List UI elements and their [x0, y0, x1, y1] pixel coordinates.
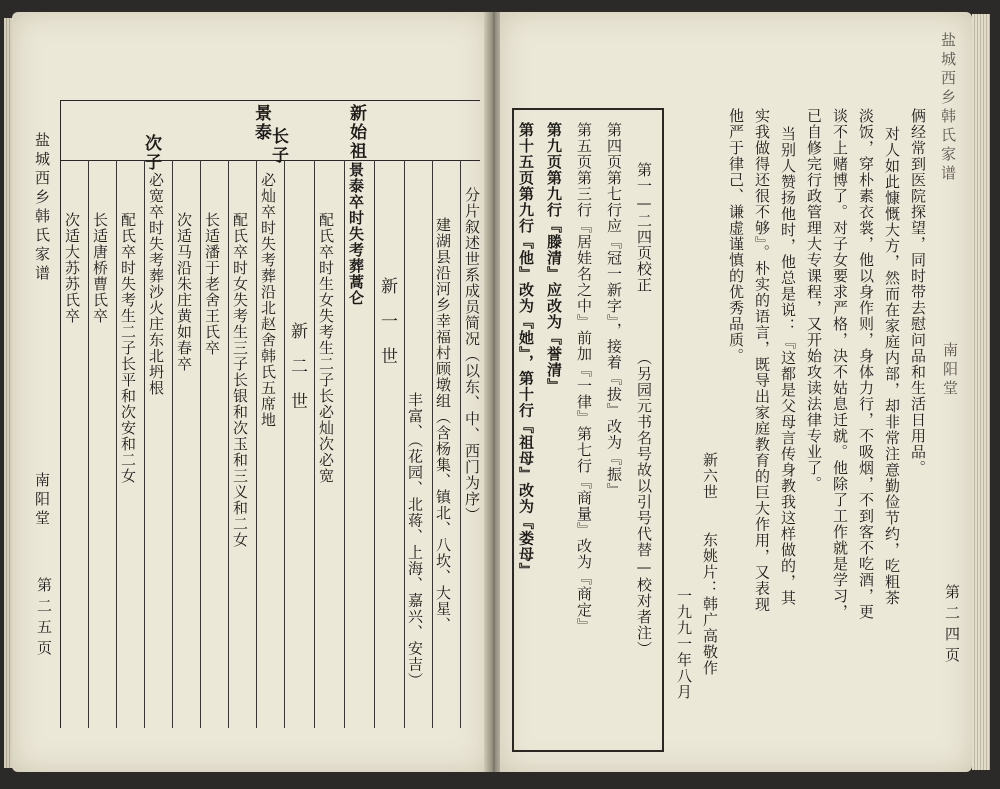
gen1-heading-char: 新 — [346, 104, 366, 123]
para-line: 淡饭，穿朴素衣裳，他以身作则，身体力行，不吸烟，不到客不吃酒，更 — [857, 108, 875, 620]
branch-line-2: 丰富、（花园、北蒋、上海、嘉兴、安吉） — [406, 392, 424, 689]
col-rule — [314, 160, 315, 728]
right-page — [500, 12, 972, 772]
col-rule — [228, 160, 229, 728]
col-rule — [116, 160, 117, 728]
col-rule — [374, 160, 375, 728]
gen1-label: 新一世 — [377, 277, 397, 382]
right-margin-title: 盐城西乡韩氏家谱 — [939, 32, 957, 184]
errata-line: 第十五页第九行『他』改为『她』，第十行『祖母』改为『娄母』 — [517, 122, 535, 579]
gen2-person-b: 必宽卒时失考葬沙火庄东北坍根 — [147, 172, 165, 396]
gen2-label: 新二世 — [287, 322, 307, 427]
left-page — [12, 12, 488, 772]
gen2-daughter-b: 次适马沿朱庄黄如春卒 — [175, 212, 193, 372]
gen2-heading-a — [252, 104, 269, 142]
right-page-edges — [972, 14, 990, 770]
left-margin-title: 盐城西乡韩氏家谱 — [33, 132, 51, 284]
right-page-number: 第二四页 — [943, 584, 961, 668]
para-line: 俩经常到医院探望，同时带去慰问品和生活日用品。 — [909, 108, 927, 476]
col-rule — [460, 160, 461, 728]
col-rule — [200, 160, 201, 728]
gen2-heading-a-char: 长 — [268, 127, 288, 146]
col-rule — [344, 160, 345, 728]
errata-title: 第一—二四页校正 — [635, 162, 653, 293]
gen2-heading-b — [142, 134, 159, 172]
gen2-daughter-c: 长适唐桥曹氏卒 — [91, 212, 109, 324]
gen1-heading-char: 始 — [346, 123, 366, 142]
col-rule — [432, 160, 433, 728]
gen1-spouse: 配氏卒时生女失考生二子长必灿次必宽 — [317, 212, 335, 484]
gen2-heading-a-sub — [269, 127, 286, 165]
gen2-heading-a-char: 泰 — [251, 123, 271, 142]
gen1-heading-char: 祖 — [346, 142, 366, 161]
signature-date: 一九九一年八月 — [675, 588, 693, 700]
col-rule — [88, 160, 89, 728]
errata-line: 第四页第七行应『冠一新字』，接着『拔』改为『振』 — [605, 122, 623, 499]
gen1-heading — [347, 104, 364, 161]
branch-line-1: 建湖县沿河乡幸福村顾墩组（含杨集、镇北、八坎、大星、 — [434, 217, 452, 633]
col-rule — [284, 160, 285, 728]
gen2-spouse-a: 配氏卒时女失考生三子长银和次玉和三义和二女 — [231, 212, 249, 548]
header-text: 分片叙述世系成员简况（以东、中、西门为序） — [463, 187, 481, 523]
left-page-number: 第二五页 — [35, 577, 53, 661]
col-rule — [256, 160, 257, 728]
para-line: 他严于律己、谦虚谨慎的优秀品质。 — [727, 108, 745, 364]
errata-line: 第九页第九行『滕清』应改为『誉清』 — [545, 122, 563, 394]
gen2-heading-b-char: 子 — [141, 153, 161, 172]
gen2-heading-a-char: 子 — [268, 146, 288, 165]
table-left-rule — [60, 100, 61, 728]
gen2-spouse-b: 配氏卒时失考生二子长平和次安和二女 — [119, 212, 137, 484]
para-line: 当别人赞扬他时，他总是说：『这都是父母言传身教我这样做的，其 — [779, 126, 797, 606]
left-hall-name: 南阳堂 — [33, 472, 51, 529]
right-hall-name: 南阳堂 — [941, 342, 959, 399]
col-rule — [172, 160, 173, 728]
gen2-heading-a-char: 景 — [251, 104, 271, 123]
gen2-heading-b-char: 次 — [141, 134, 161, 153]
col-rule — [144, 160, 145, 728]
para-line: 对人如此慷慨大方，然而在家庭内部，却非常注意勤俭节约，吃粗茶 — [883, 126, 901, 606]
para-line: 实我做得还很不够』。朴实的语言，既导出家庭教育的巨大作用，又表现 — [753, 108, 771, 613]
para-line: 谈不上赌博了。对子女要求严格，决不姑息迁就。他除了工作就是学习， — [831, 108, 849, 620]
para-line: 已自修完行政管理大专课程，又开始攻读法律专业了。 — [805, 108, 823, 492]
errata-line: 第五页第三行『居娃名之中』前加『一律』第七行『商量』改为『商定』 — [575, 122, 593, 634]
gen2-daughter-d: 次适大苏苏氏卒 — [63, 212, 81, 324]
signature-generation: 新六世 — [701, 452, 719, 500]
errata-note: （另园元书名号故以引号代替—校对者注） — [635, 350, 653, 657]
table-top-rule — [60, 100, 480, 101]
gen2-daughter-a: 长适潘于老舍王氏卒 — [203, 212, 221, 356]
gen1-person: 景泰卒时失考葬蒿仑 — [347, 162, 365, 306]
col-rule — [404, 160, 405, 728]
gen2-person-a: 必灿卒时失考葬沿北赵舍韩氏五席地 — [259, 172, 277, 428]
signature-author: 东姚片：韩广高敬作 — [701, 532, 719, 676]
